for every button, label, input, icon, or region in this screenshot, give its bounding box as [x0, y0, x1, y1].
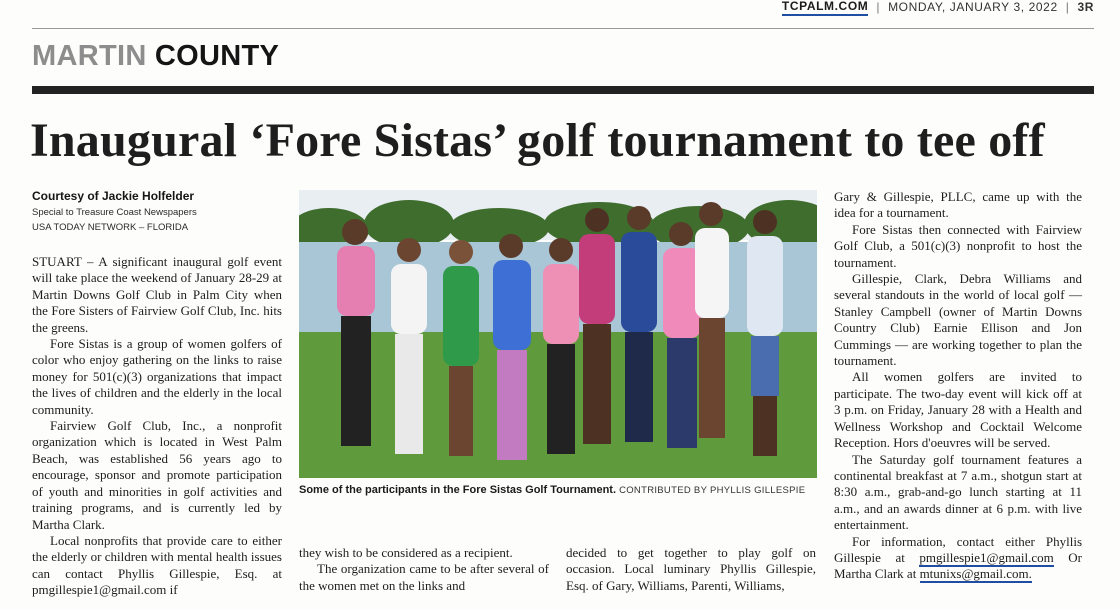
article-column-2: [299, 545, 549, 594]
paragraph: Gary & Gillespie, PLLC, came up with the idea for a tournament.: [834, 189, 1082, 221]
photo-credit: CONTRIBUTED BY PHYLLIS GILLESPIE: [619, 485, 806, 496]
paragraph: The organization came to be after several of the women met on the links and: [299, 561, 549, 593]
paragraph: The Saturday golf tournament features a continental breakfast at 7 a.m., shotgun start at 8:30 a.m., grab-and-go lunch starting at 11 a.m., and an awards dinner at 6 p.m. with live entertainment.: [834, 451, 1082, 533]
headline: Inaugural ‘Fore Sistas’ golf tournament to tee off: [30, 114, 1045, 167]
contact-lead: For information, contact either Phyllis Gillespie at: [834, 533, 1082, 565]
group-photo: [299, 190, 817, 478]
article-column-3: [566, 545, 816, 594]
masthead: [782, 0, 1094, 14]
masthead-separator: |: [876, 0, 881, 14]
section-rule: [32, 86, 1094, 94]
masthead-separator: |: [1065, 0, 1070, 14]
section-label: [32, 40, 279, 73]
article-column-1: [32, 254, 282, 599]
byline-author: Courtesy of Jackie Holfelder: [32, 189, 195, 203]
contact-mid: Or Martha Clark at: [834, 549, 1082, 582]
paragraph: All women golfers are invited to participate. The two-day event will kick off at 3 p.m. on Friday, January 28 with a Health and Wellness Workshop and Cocktail Welcome Reception. Hors d'oeuvres will be served.: [834, 369, 1082, 451]
paragraph: Gillespie, Clark, Debra Williams and several standouts in the world of local golf — Stanley Campbell (owner of Martin Downs Country Club) Earnie Ellison and Jon Cummings — are working together to plan the tournament.: [834, 271, 1082, 369]
byline-role: Special to Treasure Coast Newspapers: [32, 207, 197, 218]
contact-paragraph: [834, 534, 1082, 583]
site-link[interactable]: TCPALM.COM: [782, 0, 868, 16]
paragraph: STUART – A significant inaugural golf event will take place the weekend of January 28-29 at Martin Downs Golf Club in Palm City when the Fore Sisters of Fairview Golf Club, Inc. hits the greens.: [32, 254, 282, 335]
section-word-dark: COUNTY: [154, 40, 280, 72]
paragraph: Fore Sistas is a group of women golfers of color who enjoy gathering on the links to raise money for 501(c)(3) organizations that impact the lives of children and the elderly in the local community.: [32, 336, 282, 417]
paragraph: Local nonprofits that provide care to either the elderly or children with mental health issues can contact Phyllis Gillespie, Esq. at pmgillespie1@gmail.com if: [32, 532, 282, 598]
email-link-clark[interactable]: mtunixs@gmail.com.: [919, 566, 1032, 582]
byline-network: USA TODAY NETWORK – FLORIDA: [32, 222, 189, 233]
article-column-4: [834, 189, 1082, 583]
page-number: 3R: [1077, 0, 1094, 14]
paragraph: Fairview Golf Club, Inc., a nonprofit organization which is located in West Palm Beach, was established 56 years ago to encourage, sponsor and promote participation of youth and minorities in golf activities and training programs, and is currently led by Martha Clark.: [32, 418, 282, 532]
paragraph: they wish to be considered as a recipient.: [299, 545, 513, 560]
caption-text: Some of the participants in the Fore Sistas Golf Tournament.: [299, 484, 617, 496]
section-word-light: MARTIN: [32, 40, 147, 72]
email-link-gillespie[interactable]: pmgillespie1@gmail.com: [919, 549, 1054, 565]
paragraph: Fore Sistas then connected with Fairview Golf Club, a 501(c)(3) nonprofit to host the tournament.: [834, 221, 1082, 270]
top-divider: [32, 28, 1094, 29]
paragraph: decided to get together to play golf on occasion. Local luminary Phyllis Gillespie, Esq. of Gary, Williams, Parenti, Williams,: [566, 545, 816, 593]
golfers: [337, 202, 783, 460]
issue-date: MONDAY, JANUARY 3, 2022: [888, 0, 1058, 14]
byline: [32, 189, 292, 233]
photo-caption: [299, 483, 817, 498]
